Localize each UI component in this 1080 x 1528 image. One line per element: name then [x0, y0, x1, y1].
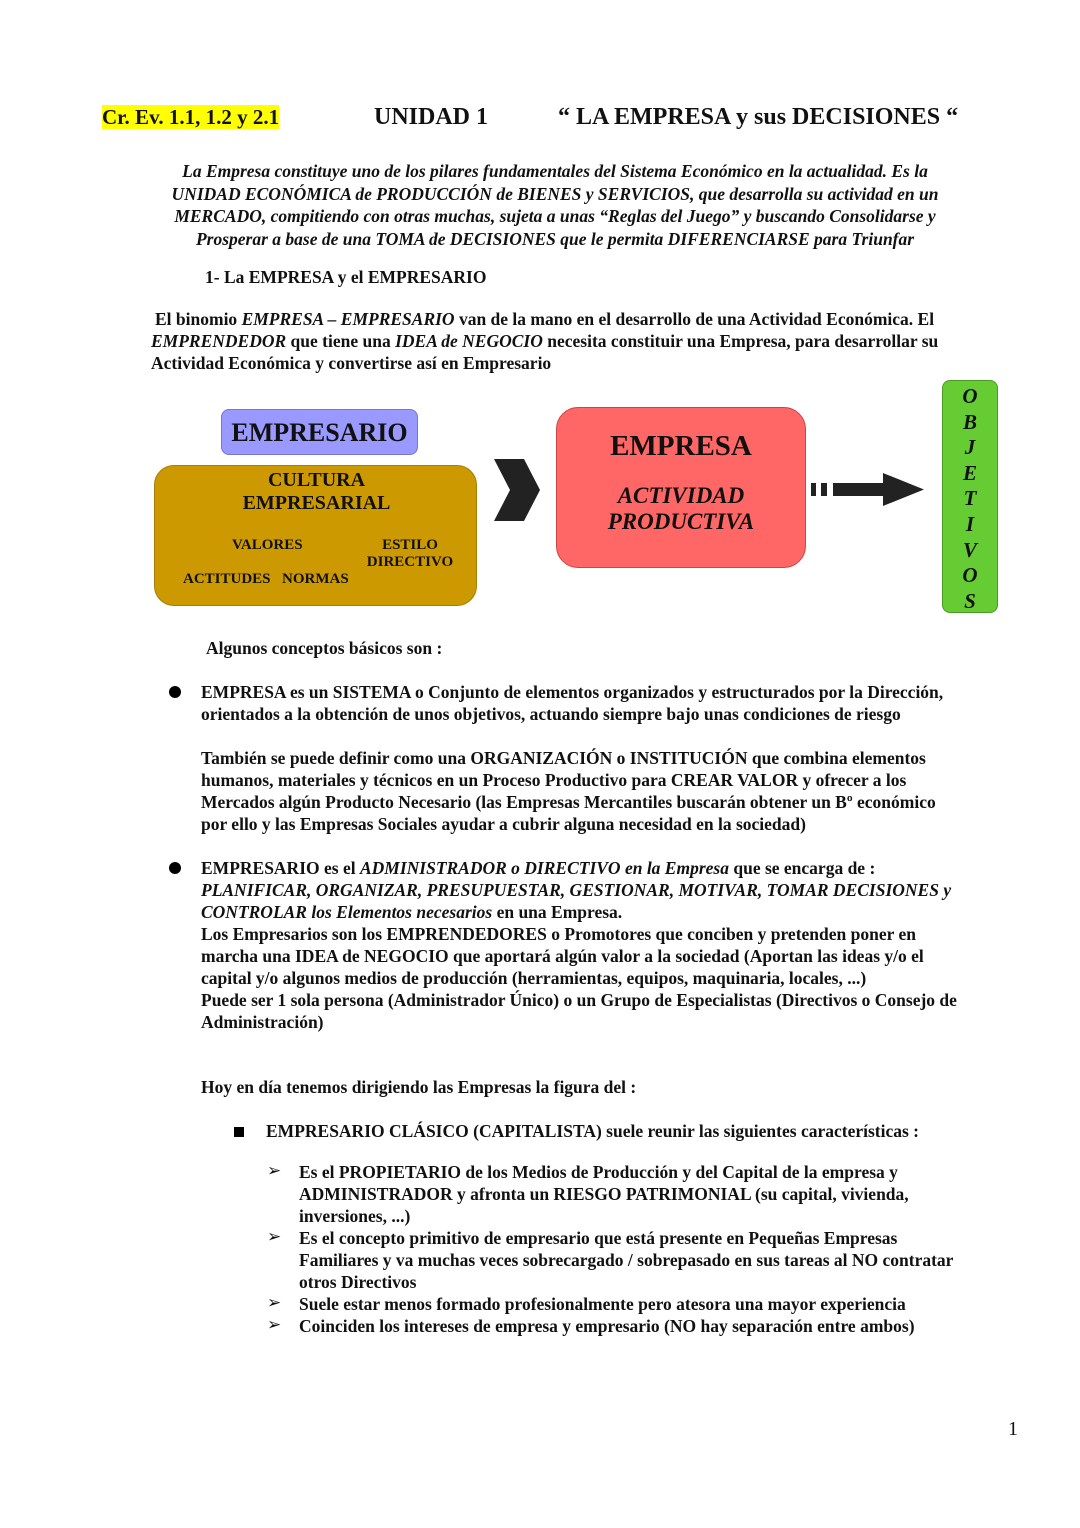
- arrow-bullet-icon: ➢: [267, 1293, 282, 1313]
- criteria-label: [102, 104, 279, 131]
- intro-line: Prosperar a base de una TOMA de DECISIONES que le permita DIFERENCIARSE para Triunfar: [195, 228, 915, 249]
- clasico-heading: EMPRESARIO CLÁSICO (CAPITALISTA) suele reunir las siguientes características :: [266, 1121, 919, 1141]
- valores-label: VALORES: [232, 537, 303, 553]
- empresa-label: EMPRESA: [610, 430, 752, 462]
- empresario-label: EMPRESARIO: [231, 418, 408, 447]
- clasico-item: Es el concepto primitivo de empresario que está presente en Pequeñas Empresas Familiares y va muchas veces sobrecargado / sobrepasado en sus tareas al NO contratar otros Directivos: [299, 1228, 954, 1292]
- arrow-bullet-icon: ➢: [267, 1227, 282, 1247]
- unit-label: UNIDAD 1: [374, 104, 488, 130]
- chevron-arrow-icon: [494, 459, 542, 521]
- objetivos-letters: O B J E T I V O S: [962, 384, 978, 613]
- binomio-paragraph: [151, 308, 1031, 374]
- empresa-box: [556, 407, 806, 568]
- concepts-intro: Algunos conceptos básicos son :: [206, 638, 443, 658]
- normas-label: NORMAS: [282, 571, 349, 587]
- cultura-box: [154, 465, 477, 606]
- binomio-line: Actividad Económica y convertirse así en Empresario: [151, 353, 552, 373]
- intro-line: MERCADO, compitiendo con otras muchas, sujeta a unas “Reglas del Juego” y buscando Consolidarse y: [174, 206, 936, 226]
- square-bullet-icon: [234, 1127, 244, 1137]
- arrow-bullet-icon: ➢: [267, 1161, 282, 1181]
- cultura-title: CULTURA EMPRESARIAL: [242, 469, 391, 514]
- empresario-definition: EMPRESARIO es el ADMINISTRADOR o DIRECTIVO en la Empresa que se encarga de : PLANIFICAR, ORGANIZAR, PRESUPUESTAR, GESTIONAR, MOTIVAR, TOMAR DECISIONES y CONTROLAR los Elementos necesarios en una Empresa. Los Empresarios son los EMPRENDEDORES o Promotores que conciben y pretenden poner en marcha una IDEA de NEGOCIO que aportará algún valor a la sociedad (Aportan las ideas y/o el capital y/o algunos medios de producción (herramientas, equipos, maquinaria, locales, ...) Puede ser 1 sola persona (Administrador Único) o un Grupo de Especialistas (Directivos o Consejo de Administración): [201, 858, 957, 1032]
- page-number: 1: [1008, 1418, 1018, 1440]
- unit-title: “ LA EMPRESA y sus DECISIONES “: [558, 104, 959, 130]
- binomio-line: EMPRENDEDOR que tiene una IDEA de NEGOCIO necesita constituir una Empresa, para desarrollar su: [151, 331, 939, 351]
- bullet-icon: [169, 686, 181, 698]
- dashed-arrow-icon: [811, 471, 927, 509]
- empresario-box: [221, 409, 418, 455]
- section-heading: 1- La EMPRESA y el EMPRESARIO: [205, 267, 487, 287]
- clasico-item: Suele estar menos formado profesionalmente pero atesora una mayor experiencia: [299, 1294, 906, 1314]
- hoy-line: Hoy en día tenemos dirigiendo las Empresas la figura del :: [201, 1077, 637, 1097]
- arrow-bullet-icon: ➢: [267, 1315, 282, 1335]
- binomio-line: El binomio EMPRESA – EMPRESARIO van de la mano en el desarrollo de una Actividad Económica. El: [155, 309, 935, 329]
- objetivos-box: [942, 380, 998, 613]
- intro-line: UNIDAD ECONÓMICA de PRODUCCIÓN de BIENES y SERVICIOS, que desarrolla su actividad en un: [171, 183, 939, 204]
- actividad-label: ACTIVIDAD PRODUCTIVA: [607, 483, 755, 534]
- estilo-label: ESTILO DIRECTIVO: [366, 537, 454, 570]
- intro-paragraph: [100, 160, 1010, 250]
- intro-line: La Empresa constituye uno de los pilares fundamentales del Sistema Económico en la actualidad. Es la: [182, 161, 928, 181]
- clasico-item: Es el PROPIETARIO de los Medios de Producción y del Capital de la empresa y ADMINISTRADOR y afronta un RIESGO PATRIMONIAL (su capital, vivienda, inversiones, ...): [299, 1162, 909, 1226]
- criteria-highlight: Cr. Ev. 1.1, 1.2 y 2.1: [102, 105, 280, 129]
- bullet-icon: [169, 862, 181, 874]
- empresa-definition: EMPRESA es un SISTEMA o Conjunto de elementos organizados y estructurados por la Dirección, orientados a la obtención de unos objetivos, actuando siempre bajo unas condiciones de riesgo También se puede definir como una ORGANIZACIÓN o INSTITUCIÓN que combina elementos humanos, materiales y técnicos en un Proceso Productivo para CREAR VALOR y ofrecer a los Mercados algún Producto Necesario (las Empresas Mercantiles buscarán obtener un Bº económico por ello y las Empresas Sociales ayudar a cubrir alguna necesidad en la sociedad): [201, 682, 944, 834]
- actitudes-label: ACTITUDES: [183, 571, 271, 587]
- clasico-item: Coinciden los intereses de empresa y empresario (NO hay separación entre ambos): [299, 1316, 915, 1336]
